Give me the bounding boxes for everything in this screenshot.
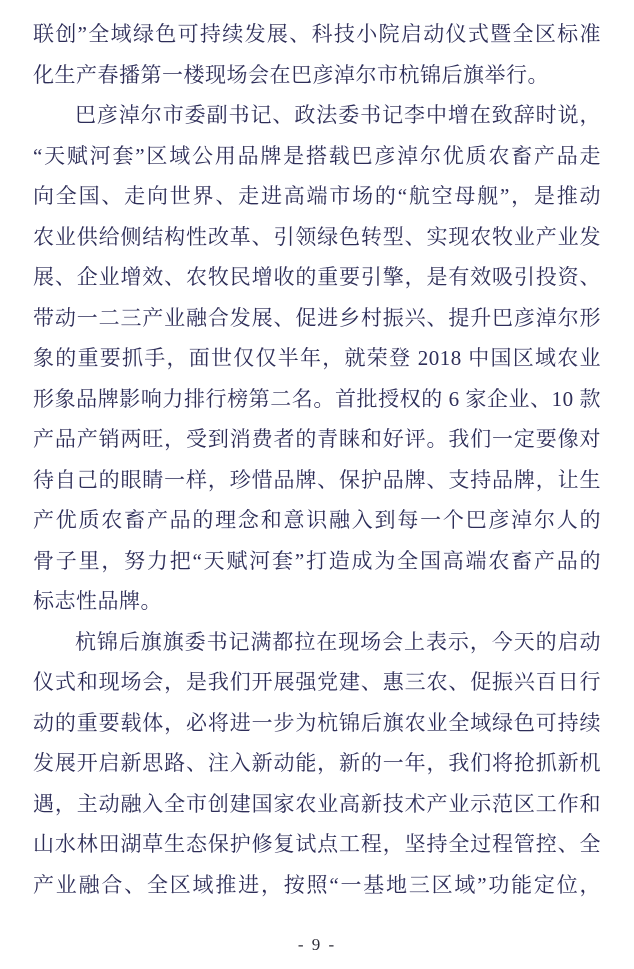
text-line: 杭锦后旗旗委书记满都拉在现场会上表示，今天的启动 (75, 629, 601, 654)
text-line: 山水林田湖草生态保护修复试点工程，坚持全过程管控、全 (33, 832, 601, 856)
text-line: 待自己的眼睛一样，珍惜品牌、保护品牌、支持品牌，让生 (33, 467, 601, 492)
text-line: 展、企业增效、农牧民增收的重要引擎，是有效吸引投资、 (33, 265, 601, 289)
text-line: 动的重要载体，必将进一步为杭锦后旗农业全域绿色可持续 (33, 710, 601, 735)
text-line: “天赋河套”区域公用品牌是搭载巴彦淖尔优质农畜产品走 (33, 143, 601, 168)
text-line: 产品产销两旺，受到消费者的青睐和好评。我们一定要像对 (33, 427, 601, 451)
text-line: 象的重要抓手，面世仅仅半年，就荣登 2018 中国区域农业 (33, 346, 601, 370)
text-line: 发展开启新思路、注入新动能，新的一年，我们将抢抓新机 (33, 751, 601, 775)
page-number: - 9 - (297, 935, 337, 954)
text-line: 巴彦淖尔市委副书记、政法委书记李中增在致辞时说， (75, 103, 601, 127)
text-line: 向全国、走向世界、走进高端市场的“航空母舰”，是推动 (33, 184, 601, 208)
text-line: 产业融合、全区域推进，按照“一基地三区域”功能定位， (33, 872, 601, 897)
text-line: 骨子里，努力把“天赋河套”打造成为全国高端农畜产品的 (33, 548, 601, 573)
text-line: 化生产春播第一楼现场会在巴彦淖尔市杭锦后旗举行。 (33, 62, 549, 87)
text-line: 仪式和现场会，是我们开展强党建、惠三农、促振兴百日行 (33, 670, 601, 694)
text-line: 形象品牌影响力排行榜第二名。首批授权的 6 家企业、10 款 (33, 386, 601, 411)
text-line: 标志性品牌。 (33, 589, 162, 613)
page-footer (33, 935, 601, 955)
text-line: 带动一二三产业融合发展、促进乡村振兴、提升巴彦淖尔形 (33, 305, 601, 330)
text-line: 遇，主动融入全市创建国家农业高新技术产业示范区工作和 (33, 791, 601, 816)
text-line: 产优质农畜产品的理念和意识融入到每一个巴彦淖尔人的 (33, 508, 601, 532)
text-line: 联创”全域绿色可持续发展、科技小院启动仪式暨全区标准 (33, 22, 601, 46)
text-line: 农业供给侧结构性改革、引领绿色转型、实现农牧业产业发 (33, 224, 601, 249)
